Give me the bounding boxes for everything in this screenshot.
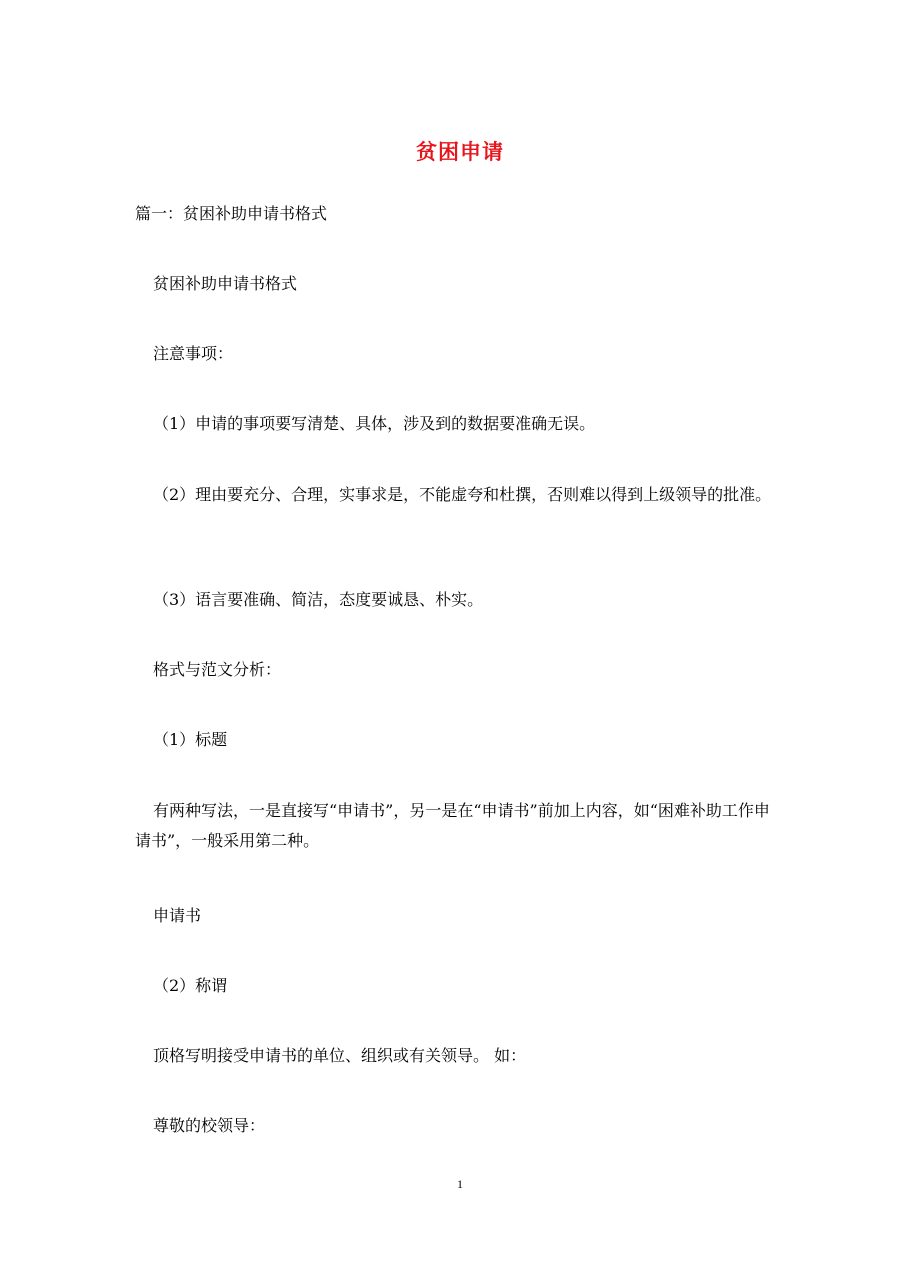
section-heading: 篇一：贫困补助申请书格式 [135,204,328,223]
format-item-title: （1）标题 [153,730,228,749]
note-item-1: （1）申请的事项要写清楚、具体，涉及到的数据要准确无误。 [153,414,596,433]
example-title: 申请书 [153,906,202,925]
format-heading: 格式与范文分析： [153,660,282,679]
notes-heading: 注意事项： [153,344,234,363]
title-description: 有两种写法，一是直接写“申请书”，另一是在“申请书”前加上内容，如“困难补助工作申请书”，一般采用第二种。 [135,801,770,850]
note-item-2: （2）理由要充分、合理，实事求是，不能虚夸和杜撰，否则难以得到上级领导的批准。 [153,485,772,504]
subtitle: 贫困补助申请书格式 [153,274,298,293]
salutation-description: 顶格写明接受申请书的单位、组织或有关领导。 如： [153,1046,527,1065]
format-item-salutation: （2）称谓 [153,976,228,995]
note-item-3: （3）语言要准确、简洁，态度要诚恳、朴实。 [153,590,484,609]
example-salutation: 尊敬的校领导： [153,1116,266,1135]
page-title: 贫困申请 [416,140,504,165]
page-number: 1 [457,1177,463,1191]
